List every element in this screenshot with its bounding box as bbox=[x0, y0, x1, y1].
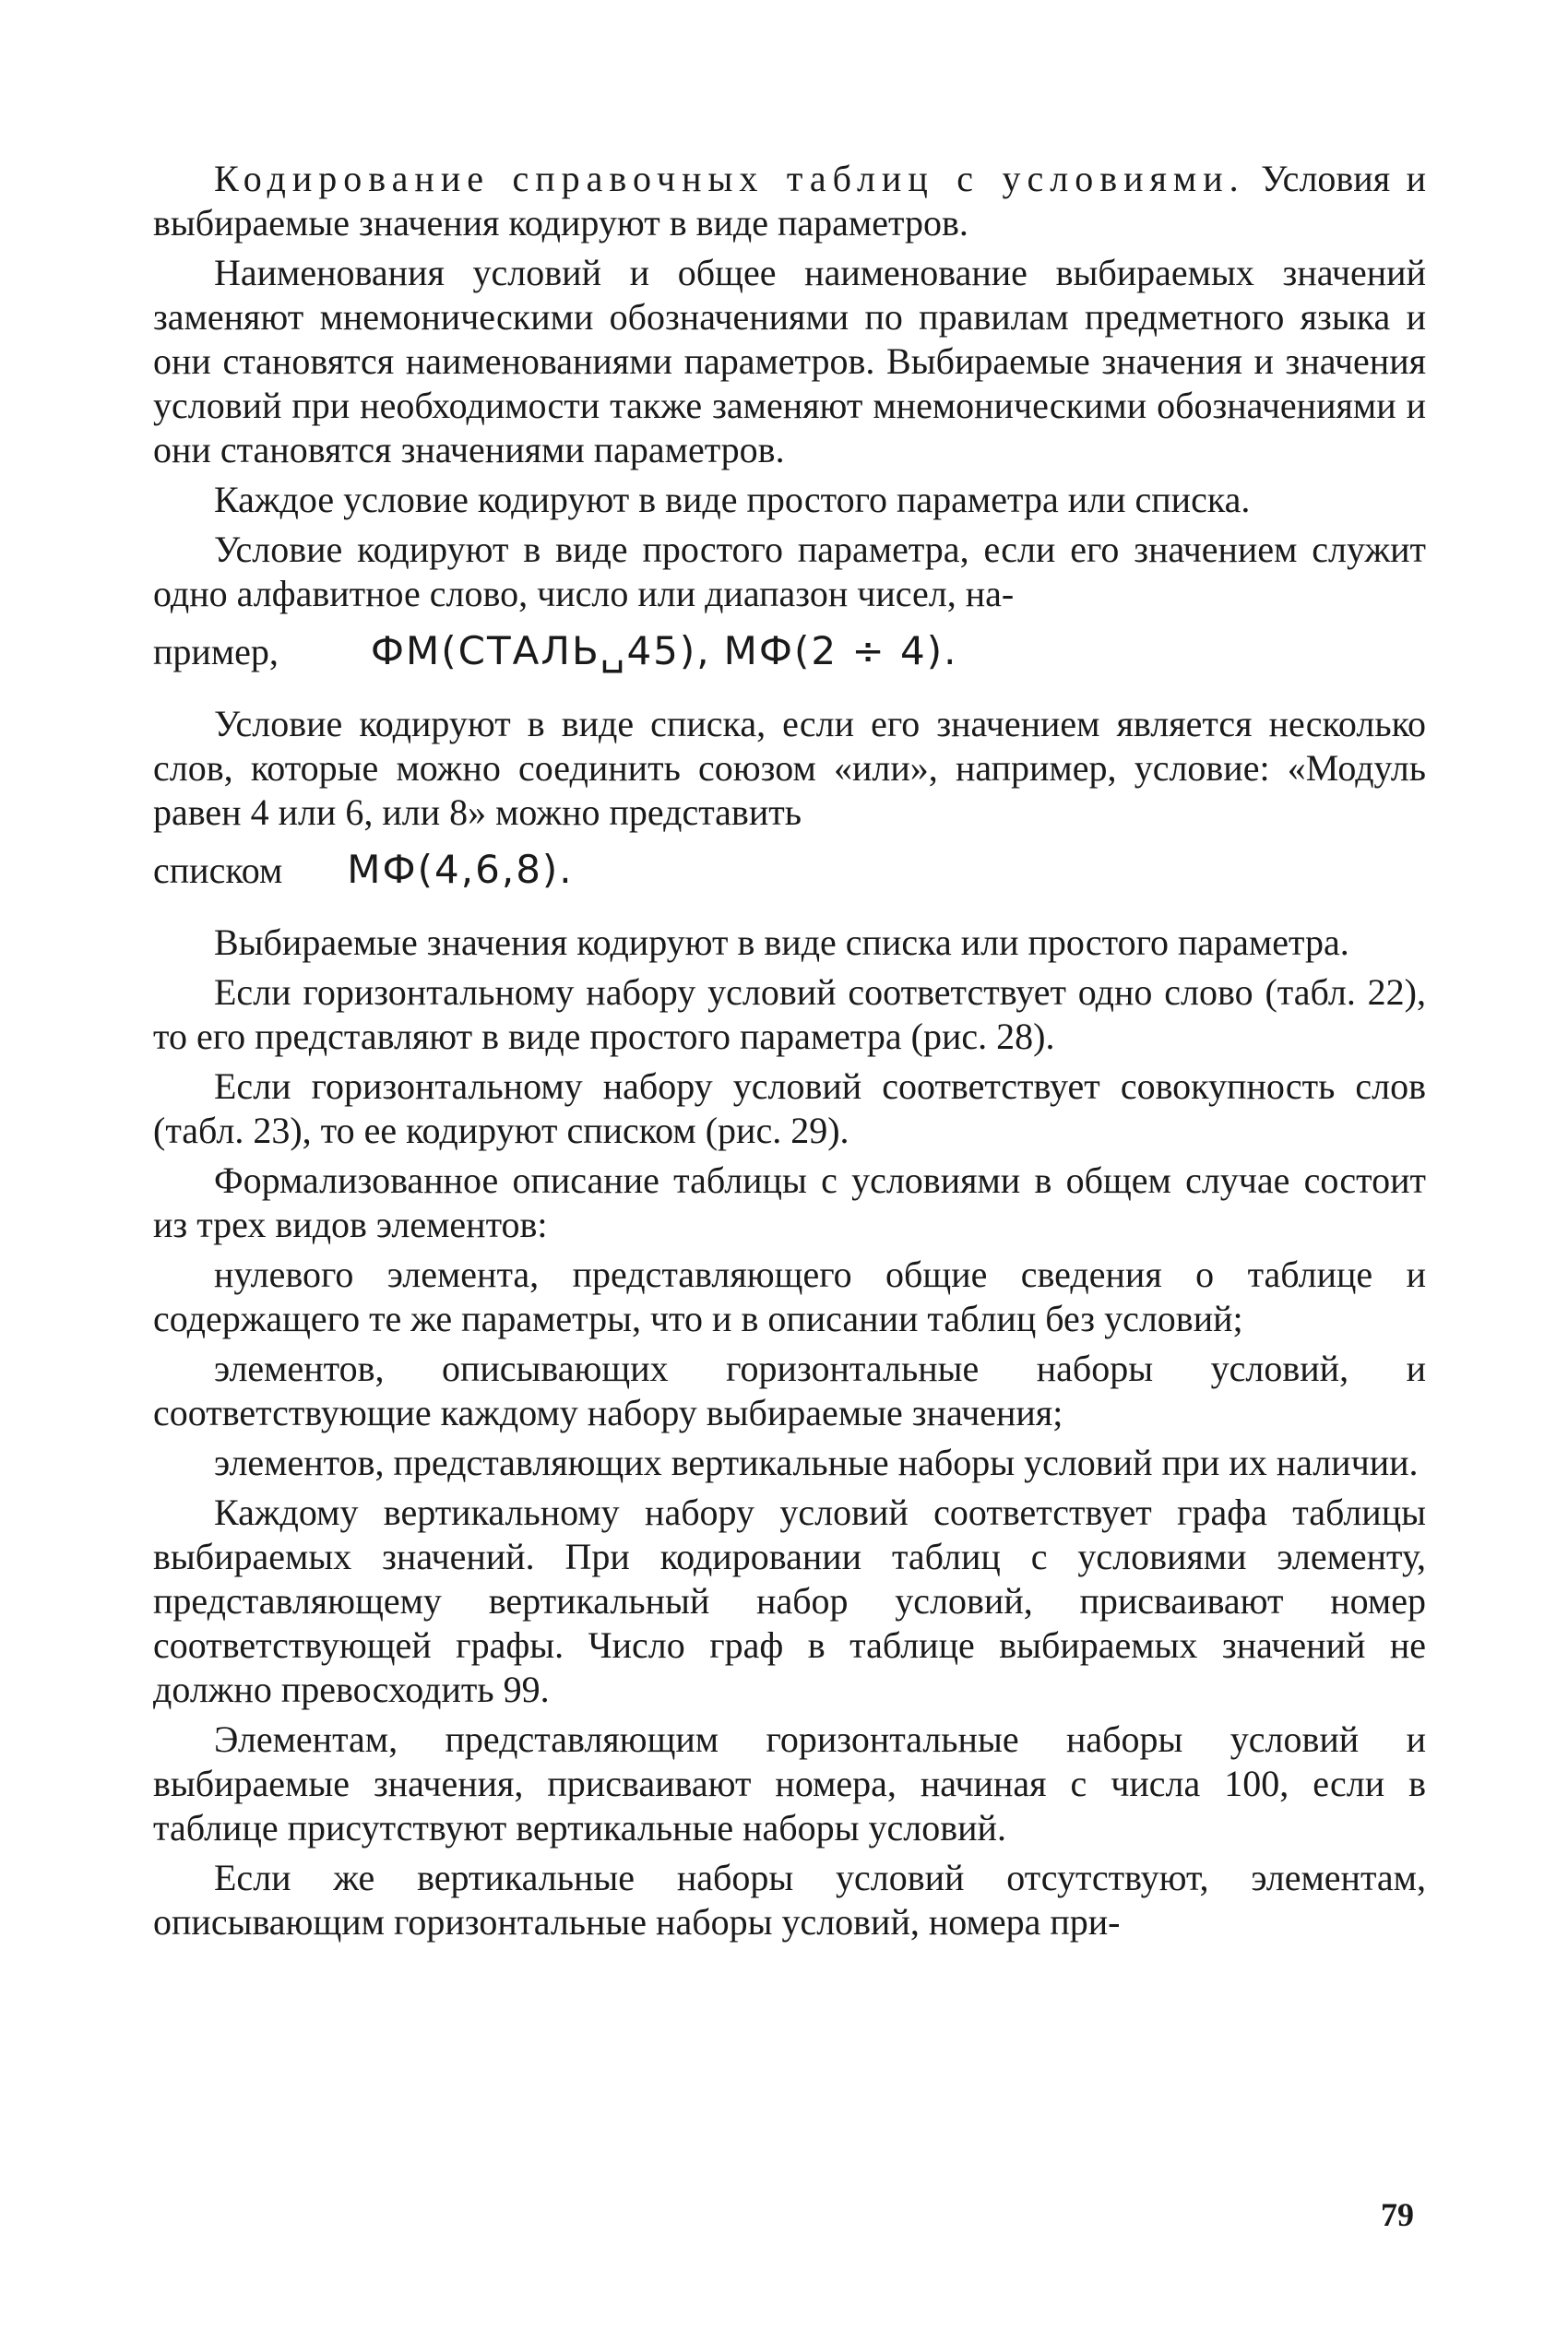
formula-list-line bbox=[153, 848, 1426, 893]
paragraph-heading bbox=[153, 157, 1426, 245]
page-content bbox=[153, 157, 1426, 1950]
paragraph-text: Условия и выбираемые значения кодируют в виде параметров. bbox=[153, 158, 1427, 244]
paragraph: Элементам, представляющим горизонтальные наборы условий и выбираемые значения, присваивают номера, начиная с числа 100, если в таблице присутствуют вертикальные наборы условий. bbox=[153, 1718, 1426, 1849]
page-number: 79 bbox=[1381, 2196, 1414, 2233]
paragraph: Если горизонтальному набору условий соответствует совокупность слов (табл. 23), то ее кодируют списком (рис. 29). bbox=[153, 1065, 1426, 1151]
formula-material: ФМ(СТАЛЬ␣45), bbox=[370, 628, 711, 673]
paragraph: Выбираемые значения кодируют в виде списка или простого параметра. bbox=[214, 921, 1349, 963]
paragraph: Условие кодируют в виде списка, если его значением является несколько слов, которые можно соединить союзом «или», например, условие: «Модуль равен 4 или 6, или 8» можно представить bbox=[153, 703, 1426, 833]
formula-list: МФ(4,6,8). bbox=[347, 847, 574, 892]
paragraph: нулевого элемента, представляющего общие сведения о таблице и содержащего те же параметры, что и в описании таблиц без условий; bbox=[153, 1254, 1426, 1339]
paragraph: Каждому вертикальному набору условий соответствует графа таблицы выбираемых значений. При кодировании таблиц с условиями элементу, представляющему вертикальный набор условий, присваивают номер соответствующей графы. Число граф в таблице выбираемых значений не должно превосходить 99. bbox=[153, 1492, 1426, 1710]
paragraph: элементов, описывающих горизонтальные наборы условий, и соответствующие каждому набору выбираемые значения; bbox=[153, 1348, 1426, 1433]
formula-example-line bbox=[153, 629, 1426, 674]
formula-lead-text: списком bbox=[153, 850, 283, 891]
paragraph: Условие кодируют в виде простого параметра, если его значением служит одно алфавитное слово, число или диапазон чисел, на- bbox=[153, 529, 1426, 614]
formula-lead-text: пример, bbox=[153, 631, 279, 672]
paragraph: Наименования условий и общее наименование выбираемых значений заменяют мнемоническими обозначениями по правилам предметного языка и они становятся наименованиями параметров. Выбираемые значения и значения условий при необходимости также заменяют мнемоническими обозначениями и они становятся значениями параметров. bbox=[153, 252, 1426, 470]
section-run-in-heading: Кодирование справочных таблиц с условиями. bbox=[214, 158, 1245, 199]
paragraph: Каждое условие кодируют в виде простого параметра или списка. bbox=[214, 479, 1251, 520]
formula-range: МФ(2 ÷ 4). bbox=[723, 628, 958, 673]
paragraph: элементов, представляющих вертикальные наборы условий при их наличии. bbox=[214, 1442, 1419, 1483]
paragraph: Формализованное описание таблицы с условиями в общем случае состоит из трех видов элементов: bbox=[153, 1159, 1426, 1245]
paragraph: Если горизонтальному набору условий соответствует одно слово (табл. 22), то его представляют в виде простого параметра (рис. 28). bbox=[153, 971, 1426, 1057]
paragraph: Если же вертикальные наборы условий отсутствуют, элементам, описывающим горизонтальные наборы условий, номера при- bbox=[153, 1857, 1426, 1943]
